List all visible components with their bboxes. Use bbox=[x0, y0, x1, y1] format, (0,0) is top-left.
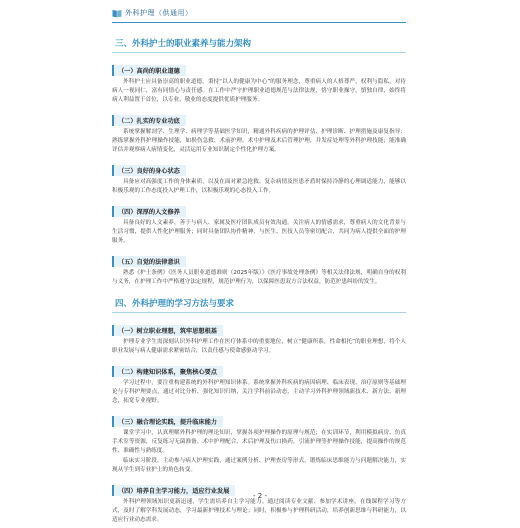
subsection bbox=[112, 318, 406, 356]
body-paragraph: 课堂学习中，认真理解外科护理的理论知识，掌握各项护理操作的原理与规范；在实训环节，利用模拟病房、仿真手术室等资源，反复练习无菌准备、术中护理配合、术后护理及伤口换药，引流护理等护理操作技能，提高操作的规范性、准确性与熟练度。 bbox=[112, 430, 406, 454]
subsection bbox=[112, 58, 406, 105]
main-content bbox=[112, 34, 406, 528]
subsection bbox=[112, 359, 406, 406]
subsection bbox=[112, 409, 406, 475]
body-paragraph: 系统掌握解剖学、生理学、病理学等基础医学知识，精通外科疾病的护理评估、护理诊断、护理措施及康复指导；熟练掌握外科护理操作技能，如损伤急救、术前护理、术中护理及术后管理护理，并发症处理等外科护理技能；能准确评估并观察病人病情变化，灵活运用专业知识制定个性化护理方案。 bbox=[112, 129, 406, 153]
body-paragraph: 外科护士应具备崇高的职业道德，秉持“以人的健康为中心”的服务理念，尊重病人的人格尊严、权利与隐私，对待病人一视同仁，富有同情心与责任感。在工作中严守护理职业道德规范与法律法规，恪守职业操守，慎独自律，始终将病人利益置于首位，以专业、敬业的态度提供优质护理服务。 bbox=[112, 79, 406, 103]
body-paragraph: 临床实习阶段，主动参与病人护理实践，通过案例分析、护理查房等形式，锻炼临床思维能力与问题解决能力，实现从学生到专业护士的角色转变。 bbox=[112, 458, 406, 473]
body-paragraph: 具备良好的人文素养，善于与病人、家属及医疗团队成员有效沟通。关注病人的情感需求，尊重病人的文化背景与生活习惯，提供人性化护理服务；同时具备团队协作精神，与医生、医技人员等密切配合，共同为病人提供全面的护理服务。 bbox=[112, 220, 406, 244]
subsection-heading: （五）自觉的法律意识 bbox=[112, 256, 186, 267]
section-title: 四、外科护理的学习方法与要求 bbox=[112, 294, 406, 313]
subsection bbox=[112, 199, 406, 246]
body-paragraph: 具备应对高强度工作的身体素质，以及在面对紧急抢救、复杂病情及医患矛盾时保持冷静的心理调适能力，能够以积极乐观的工作态度投入护理工作，以积极乐观的心态投入工作。 bbox=[112, 179, 406, 194]
body-paragraph: 护理专业学生需深刻认识外科护理工作在医疗体系中的重要地位，树立“健康所系，性命相托”的职业理想，将个人职业发展与病人健康需求紧密结合，以责任感与使命感驱动学习。 bbox=[112, 339, 406, 354]
section-title: 三、外科护士的职业素养与能力架构 bbox=[112, 34, 406, 53]
subsection-heading: （四）深厚的人文修养 bbox=[112, 206, 186, 217]
subsection bbox=[112, 158, 406, 196]
subsection bbox=[112, 478, 406, 525]
body-paragraph: 学习过程中，要注重构建系统的外科护理知识体系。系统掌握外科疾病的病因病理、临床表现、治疗原则等基础理论与专科护理要点，通过对比分析、强化知识归纳，关注学科前沿动态，主动学习外科护理领域新技术、新方法、新理念，拓宽专业视野。 bbox=[112, 380, 406, 404]
body-paragraph: 外科护理领域知识更新迅速，学生需培养自主学习能力。通过阅读专业文献、参加学术讲座，在线课程学习等方式，及时了解学科发展动态，学习最新护理技术与理论；同时，积极参与护理科研活动，培养创新思维与科研能力，以适应行业动态需求。 bbox=[112, 499, 406, 523]
subsection-heading: （二）扎实的专业功底 bbox=[112, 115, 186, 126]
subsection-heading: （一）树立职业理想，筑牢思想根基 bbox=[112, 325, 223, 336]
body-paragraph: 熟悉《护士条例》《医务人员职业道德准则（2025年版）》《医疗事故处理条例》等相关法律法规，明确自身的权利与义务，在护理工作中严格遵守法定规程，规范护理行为，以保障医患双方合法权益，防范护患纠纷的发生。 bbox=[112, 270, 406, 285]
running-title: 外科护理（供通用） bbox=[125, 9, 193, 17]
subsection-heading: （一）高尚的职业道德 bbox=[112, 65, 186, 76]
subsection-heading: （四）培养自主学习能力，适应行业发展 bbox=[112, 485, 235, 496]
subsection-heading: （二）构建知识体系，聚焦核心要点 bbox=[112, 366, 223, 377]
book-icon bbox=[112, 9, 122, 18]
running-header bbox=[112, 8, 193, 18]
subsection bbox=[112, 249, 406, 287]
subsection-heading: （三）良好的身心状态 bbox=[112, 165, 186, 176]
subsection bbox=[112, 108, 406, 155]
page-number: - 2 - bbox=[253, 492, 267, 500]
header-divider bbox=[112, 22, 406, 23]
subsection-heading: （三）融合理论实践，提升临床能力 bbox=[112, 416, 223, 427]
